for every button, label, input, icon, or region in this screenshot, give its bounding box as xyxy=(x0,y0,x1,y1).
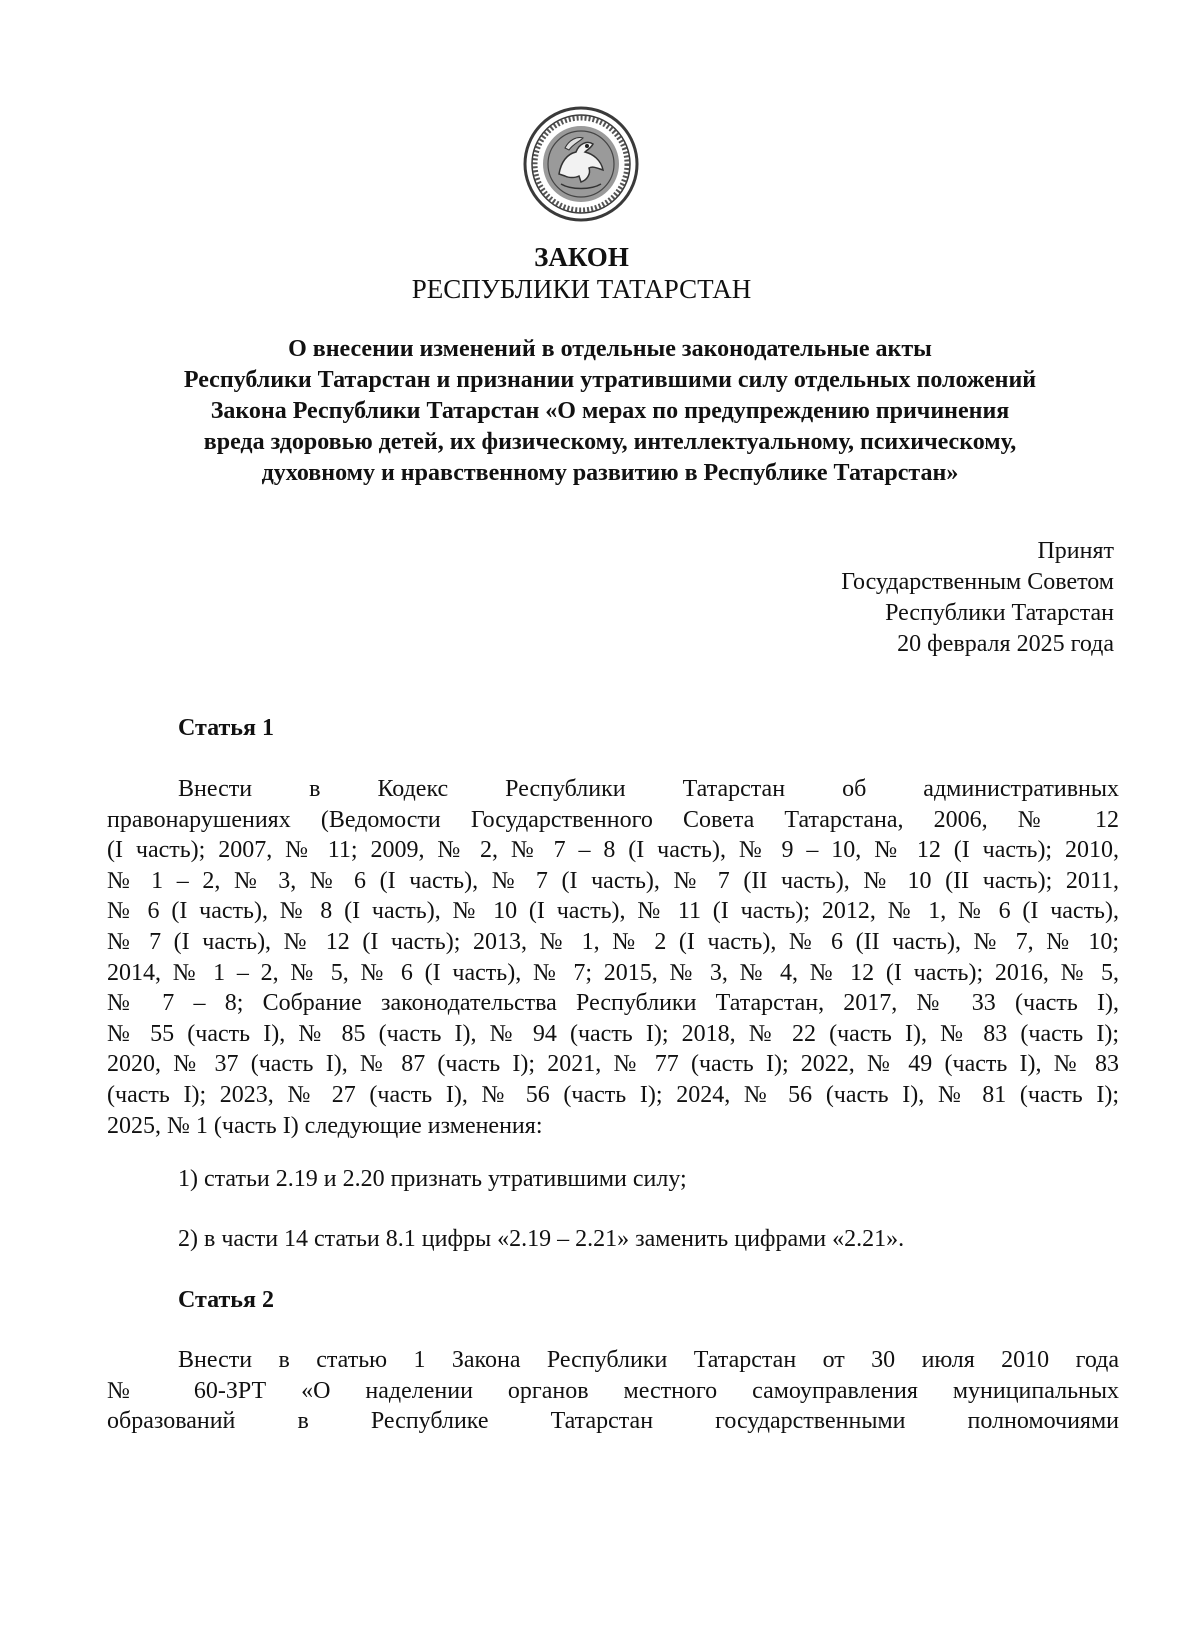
paragraph-line: № 6 (I часть), № 8 (I часть), № 10 (I часть), № 11 (I часть); 2012, № 1, № 6 (I часть), xyxy=(107,898,1119,925)
title-line: Закона Республики Татарстан «О мерах по предупреждению причинения xyxy=(210,398,1010,424)
paragraph-line: № 7 – 8; Собрание законодательства Республики Татарстан, 2017, № 33 (часть I), xyxy=(107,990,1119,1017)
amendment-item-1: 1) статьи 2.19 и 2.20 признать утратившими силу; xyxy=(178,1166,687,1192)
issuing-authority: РЕСПУБЛИКИ ТАТАРСТАН xyxy=(411,274,752,304)
article-2-heading: Статья 2 xyxy=(178,1287,274,1313)
paragraph-line: № 7 (I часть), № 12 (I часть); 2013, № 1, № 2 (I часть), № 6 (II часть), № 7, № 10; xyxy=(107,928,1119,955)
law-title xyxy=(100,334,1120,489)
paragraph-line: 2020, № 37 (часть I), № 87 (часть I); 2021, № 77 (часть I); 2022, № 49 (часть I), № 83 xyxy=(107,1051,1119,1078)
paragraph-line: правонарушениях (Ведомости Государственного Совета Татарстана, 2006, № 12 xyxy=(107,806,1119,833)
adoption-line: Государственным Советом xyxy=(841,569,1114,595)
title-line: духовному и нравственному развитию в Республике Татарстан» xyxy=(261,460,959,486)
paragraph-line: 2014, № 1 – 2, № 5, № 6 (I часть), № 7; 2015, № 3, № 4, № 12 (I часть); 2016, № 5, xyxy=(107,959,1119,986)
amendment-item-2: 2) в части 14 статьи 8.1 цифры «2.19 – 2.21» заменить цифрами «2.21». xyxy=(178,1226,905,1252)
title-line: вреда здоровью детей, их физическому, интеллектуальному, психическому, xyxy=(203,429,1017,455)
title-line: О внесении изменений в отдельные законодательные акты xyxy=(288,336,932,362)
paragraph-line: № 55 (часть I), № 85 (часть I), № 94 (часть I); 2018, № 22 (часть I), № 83 (часть I); xyxy=(107,1020,1119,1047)
adoption-line: Принят xyxy=(1037,538,1114,564)
adoption-block xyxy=(841,536,1114,660)
paragraph-line: образований в Республике Татарстан государственными полномочиями xyxy=(107,1408,1119,1435)
article-2-paragraph xyxy=(107,1345,1119,1437)
paragraph-line: (I часть); 2007, № 11; 2009, № 2, № 7 – 8 (I часть), № 9 – 10, № 12 (I часть); 2010, xyxy=(107,837,1119,864)
paragraph-line: (часть I); 2023, № 27 (часть I), № 56 (часть I); 2024, № 56 (часть I), № 81 (часть I); xyxy=(107,1081,1119,1108)
coat-of-arms-icon xyxy=(521,104,641,224)
paragraph-line: № 1 – 2, № 3, № 6 (I часть), № 7 (I часть), № 7 (II часть), № 10 (II часть); 2011, xyxy=(107,867,1119,894)
title-line: Республики Татарстан и признании утратившими силу отдельных положений xyxy=(183,367,1037,393)
article-1-heading: Статья 1 xyxy=(178,715,274,741)
paragraph-line: Внести в Кодекс Республики Татарстан об административных xyxy=(178,776,1119,802)
article-1-paragraph xyxy=(107,774,1119,1141)
adoption-line: Республики Татарстан xyxy=(885,600,1114,626)
paragraph-line: № 60-ЗРТ «О наделении органов местного самоуправления муниципальных xyxy=(107,1377,1119,1404)
paragraph-line: Внести в статью 1 Закона Республики Татарстан от 30 июля 2010 года xyxy=(178,1347,1119,1373)
document-type: ЗАКОН xyxy=(534,242,629,272)
paragraph-line: 2025, № 1 (часть I) следующие изменения: xyxy=(107,1112,543,1139)
adoption-date: 20 февраля 2025 года xyxy=(897,631,1114,657)
